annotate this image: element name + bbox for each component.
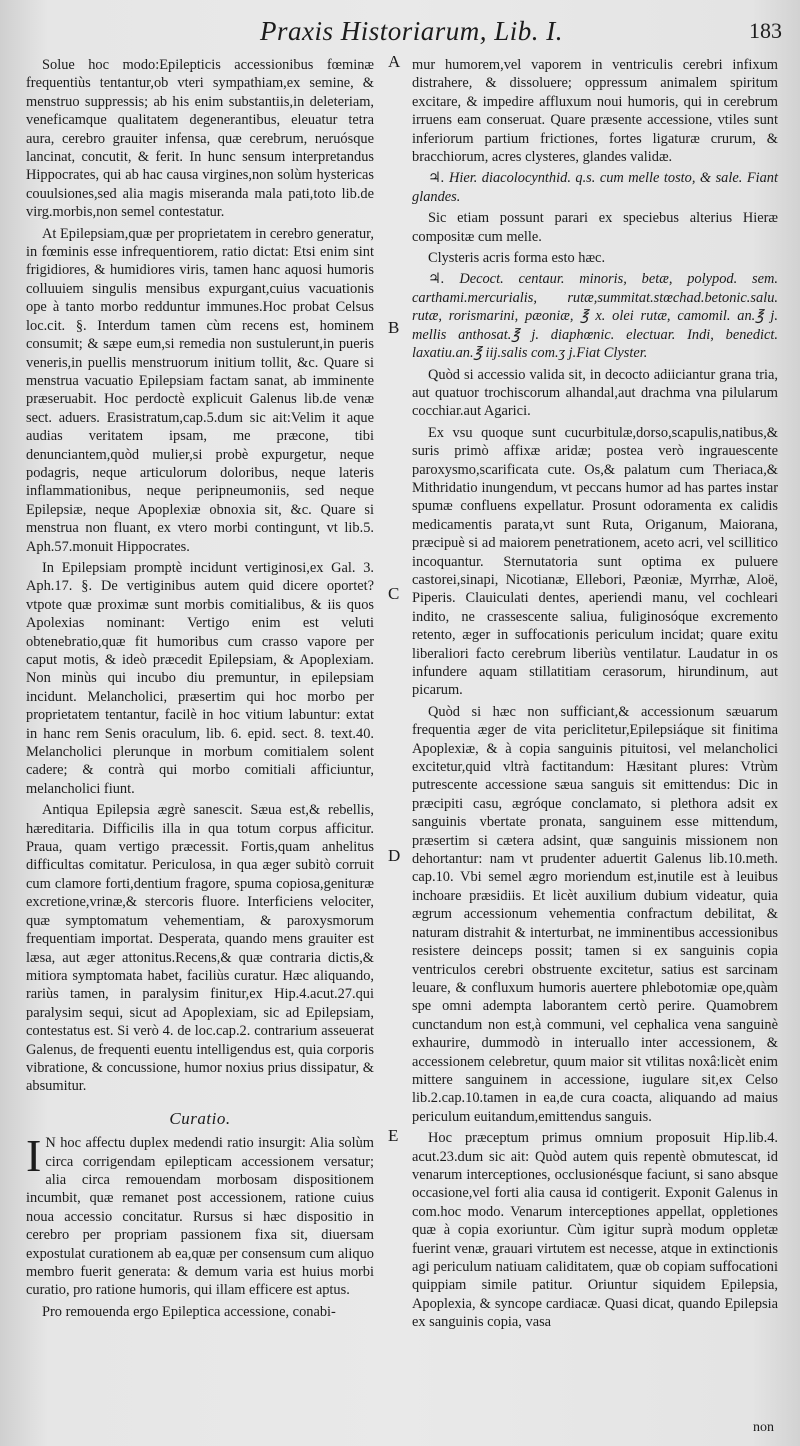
- catchword: non: [753, 1420, 774, 1435]
- cure-text: N hoc affectu duplex medendi ratio insurgit: Alia solùm circa corrigendam epilepticam accessionem versatur; alia circa remouendam morbosam dispositionem incumbit, quæ remanet post accessionem, ratione cuius noua accessio concitatur. Rursus si hæc dispositio in cerebro per propriam passionem fixa sit, diuersam expostulat curationem ab ea,quæ per consensum cum aliquo membro fuerit generata: & demum varia est huius morbi curatio, pro ratione humoris, qui illam efficere est aptus.: [26, 1135, 374, 1299]
- right-column: [412, 56, 778, 1332]
- paragraph: Hoc præceptum primus omnium proposuit Hip.lib.4. acut.23.dum sic ait: Quòd autem quis repentè obmutescat, id venarum interceptiones, occlusionésque faciunt, si sano absque occasione,vel forti alia causa id contigerit. Exponit Galenus in com.hoc modo. Venarum interceptiones appellat, oppletiones quæ à copia exoriuntur. Cùm igitur suprà modum oppletæ fuerint venæ, grauari virtutem est necesse, atque in extinctionis agi periculum natiuam caliditatem, quæ ob copiam suffocationi quippiam simile patitur. Oriuntur siquidem Epilepsia, Apoplexia, & syncope cardiacæ. Quasi dicat, quando Epilepsia ex sanguinis copia, vasa: [412, 1130, 778, 1331]
- margin-marker-d: D: [388, 846, 401, 865]
- paragraph: In Epilepsiam promptè incidunt vertiginosi,ex Gal. 3. Aph.17. §. De vertiginibus autem quid dicere oportet? vtpote quæ proximæ sunt morbis comitialibus, & iis quos Apolexias nominant: Vertigo enim est veluti obtenebratio,quæ fit humoribus cum crasso vapore per caput motis, & ideò præcedit Epilepsiam, & Apoplexiam. Non minùs qui incubo diu premuntur, in epilepsiam incidunt. Melancholici, præsertim qui hoc morbo per proprietatem tentantur, facilè in hoc vitium labuntur: extat in hanc rem Senis oraculum, lib. 6. epid. sect. 8. text.40. Melancholici plerunque in morbum comitialem solent cadere; & contrà qui morbo comitiali afficiuntur, melancholici fiunt.: [26, 559, 374, 797]
- margin-marker-e: E: [388, 1126, 399, 1145]
- margin-marker-b: B: [388, 318, 400, 337]
- paragraph: Quòd si hæc non sufficiant,& accessionum sæuarum frequentia æger de vita periclitetur,Epilepsiáque sit finitima Apoplexiæ, & à copia sanguinis pituitosi, vel melancholici excitetur,quid vltrà factitandum: Hæsitant plures: Vtrùm putrescente accessione sæua sanguis sit emittendus: Dic in præcipiti casu, ægróque conclamato, si plethora adsit ex sanguinis vbertate pronata, sanguinem esse mittendum, præsertim si cætera adsint, quæ sanguinis missionem non dehortantur: nam vt prudenter aduertit Galenus lib.10.meth. cap.10. Vbi semel ægro moriendum est,inutile est à leuibus inchoare præsidiis. Et licèt auxilium dubium videatur, quia ægrum accessionum vehementia confractum debilitat, & naturam distrahit & interturbat, ne imminentibus accessionibus resistere deinceps possit; tamen si ex sanguinis copia ventriculos cerebri obstruente excitetur, satius est sarcinam leuare, & confluxum humoris auertere phlebotomiæ ope,quàm spe omni adempta laborantem certò perire. Quamobrem cunctandum non est,à communi, vel cephalica vena sanguinè exhaurire, dummodò in interuallo inter accessionem, & accessionem celebretur, quum maior sit vtilitas noxâ:licèt enim mittere sanguinem in accessione, iugulare sit,ex Celso lib.2.cap.10.tamen in ea,de cura coacta, aliquando ad maius periculum euitandum,emittendus sanguis.: [412, 703, 778, 1125]
- section-heading: Curatio.: [169, 1108, 231, 1128]
- running-title: Praxis Historiarum, Lib. I.: [260, 16, 564, 46]
- margin-marker-c: C: [388, 584, 400, 603]
- paragraph: Solue hoc modo:Epilepticis accessionibus fœminæ frequentiùs tentantur,ob vteri sympathiam,ex semine, & menstruo suppressis; ab his enim substantiis,in deleteriam, veneficamque qualitatem degenerantibus, eleuatur tetra aura, cerebro grauiter infensa, quæ cerebrum, neruósque lancinat, concutit, & ferit. In hunc sensum interpretandus Hippocrates, qui ab hac causa virgines,non solùm hystericas couulsiones,sed alia magis miseranda mala pati,toto lib.de virg.morbis,non semel contestatur.: [26, 57, 374, 221]
- prescription: ♃. Hier. diacolocynthid. q.s. cum melle tosto, & sale. Fiant glandes.: [412, 170, 778, 205]
- paragraph: Ex vsu quoque sunt cucurbitulæ,dorso,scapulis,natibus,& suris primò affixæ aridæ; postea verò ingrauescente paroxysmo,scarificata cute. Os,& palatum cum Theriaca,& Mithridatio inungendum, vt peccans humor ad has partes instar spumæ confluens expellatur. Prosunt odoramenta ex calidis medicamentis parata,vt sunt Ruta, Origanum, Maiorana, præcipuè si ad maiorem penetrationem, aceto acri, vel scillitico incoquantur. Sternutatoria sunt optima ex puluere castorei,sinapi, Nicotianæ, Ellebori, Pæoniæ, Myrrhæ, Aloë, Piperis. Clauiculati dentes, aperiendi manu, vel cochleari indito, ne crassescente saliua, fuliginosóque excremento retento, æger in suffocationis periculum incidat; quare exitu liberaliori facto cerebrum liberiùs ventilatur. Laudatur in os infundere aquam stillatitiam cerasorum, hirundinum, aut picarum.: [412, 424, 778, 699]
- left-column: [26, 56, 374, 1321]
- paragraph: Antiqua Epilepsia ægrè sanescit. Sæua est,& rebellis, hæreditaria. Difficilis illa in qua totum corpus afficitur. Praua, quam vertigo præcessit. Fortis,quam anhelitus difficultas comitatur. Periculosa, in qua æger subitò corruit cum clamore forti,dentium fragore, spuma copiosa,genituræ excretione,vrinæ,& stercoris fluore. Interficiens velociter, quæ symptomatum vehementiam, & paroxysmorum frequentiam importat. Desperata, quando mens grauiter est læsa, aut æger attonitus.Recens,& quæ contraria dictis,& mitiora symptomata habet, faciliùs curatur. Hæc aliquando, rariùs tamen, in paralysim finitur,ex Hip.4.acut.27.qui paralysim sequi, sicut ad Apoplexiam, sic ad Epilepsiam, contestatus est. Si verò 4. de loc.cap.2. contrarium asseuerat Galenus, de frequenti euentu intelligendus est, quia corporis vibratione, & concussione, humor noxius prius dissipatur, & absumitur.: [26, 802, 374, 1095]
- cure-paragraph: [26, 1130, 374, 1300]
- prescription: ♃. Decoct. centaur. minoris, betæ, polypod. sem. carthami.mercurialis, rutæ,summitat.stœchad.betonic.salu. rutæ, rorismarini, pæoniæ, ℥ x. olei rutæ, camomil. an.℥ j. mellis anthosat.℥ j. diaphœnic. electuar. Indi, benedict. laxatiu.an.℥ iij.salis com.ʒ j.Fiat Clyster.: [412, 271, 778, 362]
- margin-marker-a: A: [388, 52, 401, 71]
- running-head: [250, 14, 790, 48]
- paragraph: Pro remouenda ergo Epileptica accessione, conabi-: [42, 1303, 336, 1320]
- page-number: 183: [749, 18, 782, 43]
- drop-cap: I: [26, 1130, 42, 1182]
- paragraph: At Epilepsiam,quæ per proprietatem in cerebro generatur, in fœminis esse infrequentiorem, ratio dictat: Etsi enim sint frigidiores, & humidiores viris, tamen hanc aquosi humoris colluuiem singulis mensibus expurgant,cuius vacuationis ope à tanto morbo redduntur immunes.Hoc probat Celsus loc.cit. §. Interdum tamen cùm recens est, hominem consumit; & sæpe eum,si remedia non sustulerunt,in pueris veneris,in puellis menstruorum initium tollit, &c. Quare si menstrua vacuatio Epilepsiam factam sanat, ab imminente præseruabit. Hoc perdoctè explicuit Galenus lib.de venæ sect. aduers. Erasistratum,cap.5.dum sic ait:Velim it aque audias veritatem ipsam, me præcone, tibi denunciantem,quòd mulier,si probè expurgetur, neque podagris, neque articulorum doloribus, neque lateris inflammationibus, neque peripneumoniis, sed neque Epilepsiæ, neque Apoplexiæ obnoxia sit, &c. Quare si menstrua non fluant, ex vtero morbi contingunt, vt lib.5. Aph.57.monuit Hippocrates.: [26, 225, 374, 555]
- paragraph: Sic etiam possunt parari ex speciebus alterius Hieræ compositæ cum melle.: [412, 210, 778, 245]
- paragraph: Quòd si accessio valida sit, in decocto adiiciantur grana tria, aut quatuor trochiscorum alhandal,aut drachma vna pilularum cocchiar.aut Agarici.: [412, 366, 778, 420]
- paragraph: Clysteris acris forma esto hæc.: [428, 250, 606, 267]
- paragraph: mur humorem,vel vaporem in ventriculis cerebri infixum distrahere, & dissoluere; oppressum animalem spiritum excitare, & impedire affluxum noui humoris, qui in cerebrum irruens eam conseruat. Quare præsente accessione, vtiles sunt inferiorum partium frictiones, fortes ligaturæ crurum, & bracchiorum, acres clysteres, glandes validæ.: [412, 57, 778, 166]
